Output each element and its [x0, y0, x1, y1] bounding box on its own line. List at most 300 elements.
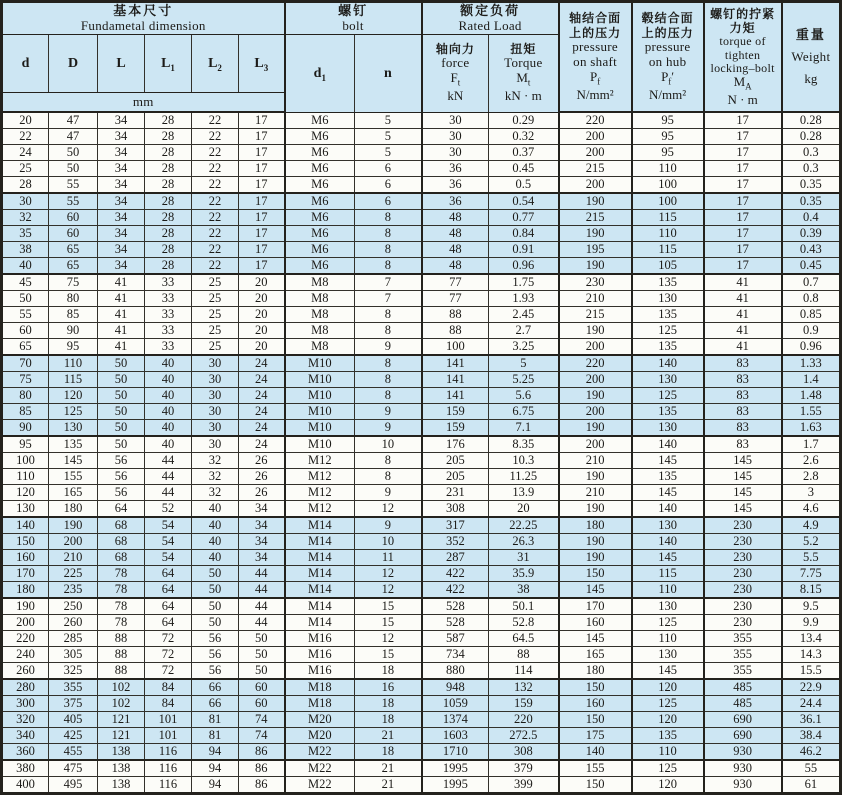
- table-cell: 18: [355, 712, 422, 728]
- table-cell: 22.9: [782, 679, 841, 696]
- table-cell: 22: [192, 161, 239, 177]
- weight-en: Weight: [791, 48, 831, 64]
- table-cell: 5.5: [782, 550, 841, 566]
- table-cell: M6: [285, 193, 355, 210]
- table-cell: 150: [559, 679, 632, 696]
- table-cell: 230: [704, 534, 782, 550]
- table-cell: 190: [559, 323, 632, 339]
- table-cell: 210: [49, 550, 98, 566]
- table-row: [2, 679, 841, 696]
- table-cell: 101: [145, 728, 192, 744]
- table-cell: 190: [559, 420, 632, 437]
- table-cell: 22: [192, 177, 239, 194]
- table-cell: 50: [2, 291, 49, 307]
- table-cell: 65: [49, 242, 98, 258]
- table-cell: 100: [632, 193, 704, 210]
- table-cell: M10: [285, 404, 355, 420]
- table-cell: M22: [285, 760, 355, 777]
- table-cell: M10: [285, 388, 355, 404]
- table-row: [2, 566, 841, 582]
- table-cell: 145: [49, 453, 98, 469]
- table-cell: 1.63: [782, 420, 841, 437]
- table-cell: 8: [355, 355, 422, 372]
- table-cell: 8: [355, 323, 422, 339]
- table-cell: M14: [285, 582, 355, 599]
- header-pressure-on-shaft: [559, 2, 632, 113]
- table-cell: 50: [192, 566, 239, 582]
- table-cell: 138: [98, 760, 145, 777]
- table-cell: 83: [704, 420, 782, 437]
- table-cell: 3: [782, 485, 841, 501]
- table-cell: 425: [49, 728, 98, 744]
- table-cell: 115: [632, 242, 704, 258]
- table-cell: 50: [239, 631, 285, 647]
- table-cell: 145: [632, 663, 704, 680]
- table-cell: 110: [632, 161, 704, 177]
- table-cell: 50: [98, 404, 145, 420]
- table-cell: M16: [285, 631, 355, 647]
- table-cell: 125: [632, 615, 704, 631]
- table-cell: 88: [422, 323, 489, 339]
- table-cell: 0.32: [489, 129, 559, 145]
- table-cell: 41: [704, 339, 782, 356]
- table-cell: 11.25: [489, 469, 559, 485]
- table-cell: 141: [422, 388, 489, 404]
- tighten-unit: N · m: [727, 91, 758, 107]
- table-cell: 22: [192, 210, 239, 226]
- table-cell: 17: [239, 242, 285, 258]
- table-cell: 190: [49, 517, 98, 534]
- table-header: [2, 2, 841, 113]
- table-cell: 12: [355, 582, 422, 599]
- table-cell: 1.48: [782, 388, 841, 404]
- table-cell: 375: [49, 696, 98, 712]
- table-cell: 88: [98, 631, 145, 647]
- table-cell: 34: [239, 550, 285, 566]
- table-cell: 75: [2, 372, 49, 388]
- table-cell: 0.7: [782, 274, 841, 291]
- table-cell: 50: [192, 598, 239, 615]
- table-cell: 32: [2, 210, 49, 226]
- table-cell: 78: [98, 598, 145, 615]
- table-row: [2, 760, 841, 777]
- table-cell: 220: [2, 631, 49, 647]
- table-cell: 78: [98, 615, 145, 631]
- table-cell: 28: [145, 177, 192, 194]
- table-cell: 2.7: [489, 323, 559, 339]
- table-cell: M6: [285, 258, 355, 275]
- table-cell: 7.1: [489, 420, 559, 437]
- table-cell: 50: [49, 145, 98, 161]
- table-cell: 135: [632, 728, 704, 744]
- table-cell: 28: [145, 112, 192, 129]
- table-cell: 94: [192, 760, 239, 777]
- table-cell: 230: [559, 274, 632, 291]
- table-cell: 260: [49, 615, 98, 631]
- table-row: [2, 485, 841, 501]
- table-cell: 102: [98, 679, 145, 696]
- table-cell: 83: [704, 388, 782, 404]
- table-cell: M8: [285, 307, 355, 323]
- table-cell: 55: [2, 307, 49, 323]
- table-cell: 68: [98, 534, 145, 550]
- table-cell: 5.25: [489, 372, 559, 388]
- table-cell: 24: [239, 404, 285, 420]
- rated-load-zh: 额定负荷: [460, 3, 521, 18]
- table-cell: 159: [422, 420, 489, 437]
- table-cell: 86: [239, 777, 285, 794]
- table-cell: 220: [559, 355, 632, 372]
- pressure-shaft-en2: on shaft: [573, 54, 618, 70]
- table-cell: 17: [239, 193, 285, 210]
- table-cell: 10: [355, 534, 422, 550]
- table-cell: 145: [559, 582, 632, 599]
- table-cell: 165: [559, 647, 632, 663]
- col-L2: $L_2$: [192, 34, 239, 92]
- table-cell: 0.91: [489, 242, 559, 258]
- table-cell: 5.6: [489, 388, 559, 404]
- table-cell: 34: [98, 210, 145, 226]
- table-cell: 13.4: [782, 631, 841, 647]
- table-cell: 24: [2, 145, 49, 161]
- table-row: [2, 615, 841, 631]
- table-cell: 36: [422, 161, 489, 177]
- bolt-en: bolt: [342, 17, 364, 33]
- table-cell: 20: [239, 291, 285, 307]
- table-cell: 175: [559, 728, 632, 744]
- table-cell: 90: [2, 420, 49, 437]
- table-cell: M8: [285, 291, 355, 307]
- table-cell: 74: [239, 712, 285, 728]
- table-cell: 38.4: [782, 728, 841, 744]
- table-cell: 33: [145, 307, 192, 323]
- table-cell: 180: [559, 663, 632, 680]
- table-cell: 60: [49, 210, 98, 226]
- table-cell: 15: [355, 598, 422, 615]
- table-cell: 190: [559, 501, 632, 518]
- table-cell: 15.5: [782, 663, 841, 680]
- table-body: [2, 112, 841, 794]
- weight-zh: 重量: [795, 26, 826, 42]
- table-cell: 190: [559, 193, 632, 210]
- table-cell: 120: [632, 777, 704, 794]
- table-cell: 399: [489, 777, 559, 794]
- table-cell: 180: [2, 582, 49, 599]
- table-cell: 220: [559, 112, 632, 129]
- table-cell: 32: [192, 453, 239, 469]
- table-cell: 34: [98, 161, 145, 177]
- table-cell: 110: [632, 744, 704, 761]
- table-cell: 132: [489, 679, 559, 696]
- table-cell: 34: [98, 193, 145, 210]
- table-cell: 25: [192, 307, 239, 323]
- table-row: [2, 404, 841, 420]
- table-cell: 4.6: [782, 501, 841, 518]
- header-rated-load: [422, 2, 559, 35]
- table-cell: 105: [632, 258, 704, 275]
- table-cell: 21: [355, 728, 422, 744]
- table-cell: 65: [49, 258, 98, 275]
- table-cell: 28: [145, 145, 192, 161]
- header-basic-dimension: [2, 2, 285, 35]
- table-cell: M10: [285, 372, 355, 388]
- force-symbol: $F_t$: [450, 70, 461, 89]
- table-cell: 20: [239, 339, 285, 356]
- table-cell: 195: [559, 242, 632, 258]
- table-cell: 115: [49, 372, 98, 388]
- table-cell: 690: [704, 728, 782, 744]
- force-zh: 轴向力: [435, 42, 475, 57]
- table-cell: 0.43: [782, 242, 841, 258]
- table-cell: 50: [98, 388, 145, 404]
- table-cell: 1.55: [782, 404, 841, 420]
- table-cell: 45: [2, 274, 49, 291]
- table-cell: 215: [559, 307, 632, 323]
- table-cell: 95: [632, 112, 704, 129]
- table-cell: 285: [49, 631, 98, 647]
- table-cell: 54: [145, 517, 192, 534]
- table-cell: 25: [192, 323, 239, 339]
- table-row: [2, 161, 841, 177]
- table-cell: 13.9: [489, 485, 559, 501]
- table-cell: 20: [2, 112, 49, 129]
- table-cell: 125: [632, 696, 704, 712]
- table-cell: 83: [704, 436, 782, 453]
- table-cell: 64: [145, 566, 192, 582]
- table-cell: 150: [559, 777, 632, 794]
- table-cell: 110: [2, 469, 49, 485]
- table-cell: 18: [355, 744, 422, 761]
- table-cell: 40: [192, 534, 239, 550]
- table-cell: 30: [2, 193, 49, 210]
- table-cell: 165: [49, 485, 98, 501]
- table-row: [2, 193, 841, 210]
- table-cell: 130: [632, 598, 704, 615]
- table-row: [2, 177, 841, 194]
- table-cell: 34: [239, 534, 285, 550]
- table-cell: 17: [239, 226, 285, 242]
- header-weight: [782, 2, 841, 113]
- col-L3: $L_3$: [239, 34, 285, 92]
- table-cell: 11: [355, 550, 422, 566]
- table-row: [2, 534, 841, 550]
- table-cell: 130: [632, 517, 704, 534]
- table-cell: 38: [2, 242, 49, 258]
- table-row: [2, 355, 841, 372]
- torque-en: Torque: [504, 55, 543, 71]
- col-L1: $L_1$: [145, 34, 192, 92]
- table-cell: 44: [239, 615, 285, 631]
- table-cell: 170: [2, 566, 49, 582]
- table-cell: 2.8: [782, 469, 841, 485]
- table-cell: 78: [98, 582, 145, 599]
- torque-unit: kN · m: [504, 88, 542, 104]
- table-cell: 44: [239, 566, 285, 582]
- table-cell: 56: [192, 663, 239, 680]
- table-cell: 235: [49, 582, 98, 599]
- table-cell: 260: [2, 663, 49, 680]
- table-cell: 9: [355, 485, 422, 501]
- pressure-hub-zh2: 上的压力: [641, 25, 694, 40]
- table-cell: 140: [2, 517, 49, 534]
- table-cell: 60: [239, 696, 285, 712]
- table-cell: 30: [192, 355, 239, 372]
- table-cell: 690: [704, 712, 782, 728]
- table-cell: 100: [632, 177, 704, 194]
- col-axial-force: [422, 34, 489, 112]
- table-row: [2, 388, 841, 404]
- table-cell: 130: [632, 647, 704, 663]
- table-cell: 32: [192, 485, 239, 501]
- table-cell: 422: [422, 582, 489, 599]
- pressure-hub-en2: on hub: [648, 54, 687, 70]
- pressure-shaft-en1: pressure: [572, 39, 618, 55]
- table-cell: 40: [192, 501, 239, 518]
- table-row: [2, 744, 841, 761]
- table-cell: 40: [192, 550, 239, 566]
- table-cell: 485: [704, 679, 782, 696]
- table-cell: M6: [285, 177, 355, 194]
- table-cell: M14: [285, 615, 355, 631]
- table-cell: 95: [632, 129, 704, 145]
- table-cell: 28: [145, 242, 192, 258]
- table-cell: 30: [192, 420, 239, 437]
- table-cell: 231: [422, 485, 489, 501]
- table-cell: 1.4: [782, 372, 841, 388]
- table-cell: 50: [192, 615, 239, 631]
- table-cell: 0.96: [489, 258, 559, 275]
- table-cell: 33: [145, 323, 192, 339]
- table-cell: 141: [422, 355, 489, 372]
- table-row: [2, 258, 841, 275]
- table-cell: 280: [2, 679, 49, 696]
- table-cell: 495: [49, 777, 98, 794]
- col-n: n: [355, 34, 422, 112]
- table-cell: 40: [145, 436, 192, 453]
- table-cell: 28: [2, 177, 49, 194]
- table-cell: 1.7: [782, 436, 841, 453]
- table-cell: 40: [2, 258, 49, 275]
- table-cell: 5: [355, 112, 422, 129]
- table-cell: 33: [145, 274, 192, 291]
- table-cell: 125: [632, 323, 704, 339]
- table-cell: 141: [422, 372, 489, 388]
- table-row: [2, 696, 841, 712]
- table-cell: 475: [49, 760, 98, 777]
- table-cell: 5: [489, 355, 559, 372]
- table-cell: 140: [632, 436, 704, 453]
- table-cell: 41: [98, 339, 145, 356]
- pressure-shaft-unit: N/mm²: [576, 87, 614, 103]
- table-cell: 25: [192, 274, 239, 291]
- pressure-hub-en1: pressure: [644, 39, 691, 55]
- table-cell: 56: [192, 631, 239, 647]
- table-cell: 44: [145, 485, 192, 501]
- table-cell: 81: [192, 712, 239, 728]
- table-cell: 880: [422, 663, 489, 680]
- table-cell: 355: [49, 679, 98, 696]
- table-cell: 36: [422, 193, 489, 210]
- table-cell: 34: [98, 129, 145, 145]
- table-cell: 7.75: [782, 566, 841, 582]
- table-cell: 22.25: [489, 517, 559, 534]
- table-cell: 95: [49, 339, 98, 356]
- table-cell: 44: [145, 453, 192, 469]
- table-cell: 7: [355, 274, 422, 291]
- table-cell: 160: [559, 615, 632, 631]
- table-cell: 230: [704, 598, 782, 615]
- table-cell: 41: [704, 274, 782, 291]
- table-cell: 317: [422, 517, 489, 534]
- table-cell: 8.35: [489, 436, 559, 453]
- table-row: [2, 372, 841, 388]
- table-cell: 325: [49, 663, 98, 680]
- table-cell: 135: [632, 274, 704, 291]
- table-cell: 2.45: [489, 307, 559, 323]
- table-cell: 250: [49, 598, 98, 615]
- table-cell: 85: [49, 307, 98, 323]
- table-cell: 135: [49, 436, 98, 453]
- table-cell: 22: [192, 242, 239, 258]
- table-cell: 24.4: [782, 696, 841, 712]
- table-cell: 95: [632, 145, 704, 161]
- table-cell: 150: [2, 534, 49, 550]
- table-cell: 135: [632, 339, 704, 356]
- table-cell: 190: [2, 598, 49, 615]
- table-row: [2, 582, 841, 599]
- table-cell: 24: [239, 372, 285, 388]
- table-cell: 17: [239, 112, 285, 129]
- table-row: [2, 420, 841, 437]
- table-cell: 26.3: [489, 534, 559, 550]
- table-cell: 44: [145, 469, 192, 485]
- table-cell: M20: [285, 728, 355, 744]
- table-cell: 78: [98, 566, 145, 582]
- table-cell: M8: [285, 339, 355, 356]
- table-row: [2, 274, 841, 291]
- table-cell: 75: [49, 274, 98, 291]
- table-row: [2, 210, 841, 226]
- table-cell: 85: [2, 404, 49, 420]
- table-cell: 130: [49, 420, 98, 437]
- table-cell: 26: [239, 453, 285, 469]
- table-cell: M16: [285, 663, 355, 680]
- table-cell: 77: [422, 291, 489, 307]
- table-cell: 240: [2, 647, 49, 663]
- table-cell: 17: [239, 258, 285, 275]
- table-cell: 50: [98, 372, 145, 388]
- col-d: d: [2, 34, 49, 92]
- table-cell: 1.33: [782, 355, 841, 372]
- table-cell: 200: [559, 372, 632, 388]
- table-cell: 200: [559, 129, 632, 145]
- table-row: [2, 242, 841, 258]
- table-cell: 120: [632, 712, 704, 728]
- table-row: [2, 501, 841, 518]
- table-cell: 1710: [422, 744, 489, 761]
- table-cell: 110: [632, 226, 704, 242]
- table-cell: 272.5: [489, 728, 559, 744]
- table-cell: 140: [632, 501, 704, 518]
- table-cell: 3.25: [489, 339, 559, 356]
- table-cell: 41: [704, 323, 782, 339]
- table-cell: 15: [355, 615, 422, 631]
- table-cell: 0.8: [782, 291, 841, 307]
- rated-load-en: Rated Load: [458, 17, 522, 33]
- table-cell: 101: [145, 712, 192, 728]
- table-row: [2, 145, 841, 161]
- table-cell: 0.85: [782, 307, 841, 323]
